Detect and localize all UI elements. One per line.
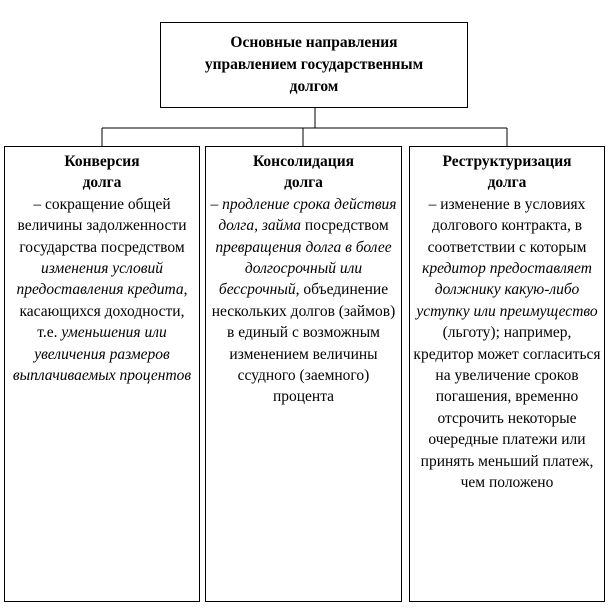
consolidation-box — [205, 146, 402, 602]
consolidation-title-line-1: Консолидация — [252, 153, 355, 170]
restructuring-desc-1: – изменение в условиях долгового контракта, в соответствии с которым — [427, 195, 587, 256]
restructuring-box — [409, 146, 605, 602]
restructuring-desc-2: кредитор предоставляет должнику какую-либо уступку или преимущество — [416, 260, 598, 320]
title-line-3: долгом — [289, 78, 339, 95]
restructuring-desc-3: (льготу); например, кредитор может согласиться на увеличение сроков погашения, временно отсрочить некоторые очередные платежи или принять меньший платеж, чем положено — [413, 324, 601, 492]
conversion-title-line-2: долга — [82, 174, 122, 192]
title-line-2: управлением государственным — [204, 56, 424, 73]
conversion-box — [4, 146, 200, 602]
consolidation-desc-2: продление срока действия долга, займа — [218, 195, 397, 235]
consolidation-text — [206, 147, 401, 408]
conversion-text — [5, 147, 199, 386]
conversion-desc-2: изменения условий предоставления кредита — [16, 260, 184, 299]
consolidation-title-line-2: долга — [284, 174, 323, 192]
conversion-desc-1: – сокращение общей величины задолженности государства посредством — [17, 195, 187, 256]
conversion-desc-4: уменьшения или увеличения размеров выплачиваемых процентов — [12, 324, 192, 385]
conversion-title-line-1: Конверсия — [64, 153, 140, 170]
restructuring-title-line-2: долга — [487, 174, 527, 192]
consolidation-desc-1: – — [210, 195, 223, 213]
consolidation-desc-5: объединение нескольких долгов (займов) в единый с возможным изменением величины ссудного (заемного) процента — [211, 281, 396, 406]
main-directions-box — [160, 22, 468, 108]
restructuring-title-line-1: Реструктуризация — [442, 153, 572, 170]
consolidation-desc-3: посредством — [301, 217, 389, 235]
main-directions-title — [205, 32, 423, 98]
consolidation-desc-4: превращения долга в более долгосрочный или бессрочный, — [215, 238, 392, 299]
title-line-1: Основные направления — [230, 34, 398, 51]
restructuring-text — [410, 147, 604, 494]
conversion-desc-3: , касающихся доходности, т.е. — [19, 281, 188, 342]
